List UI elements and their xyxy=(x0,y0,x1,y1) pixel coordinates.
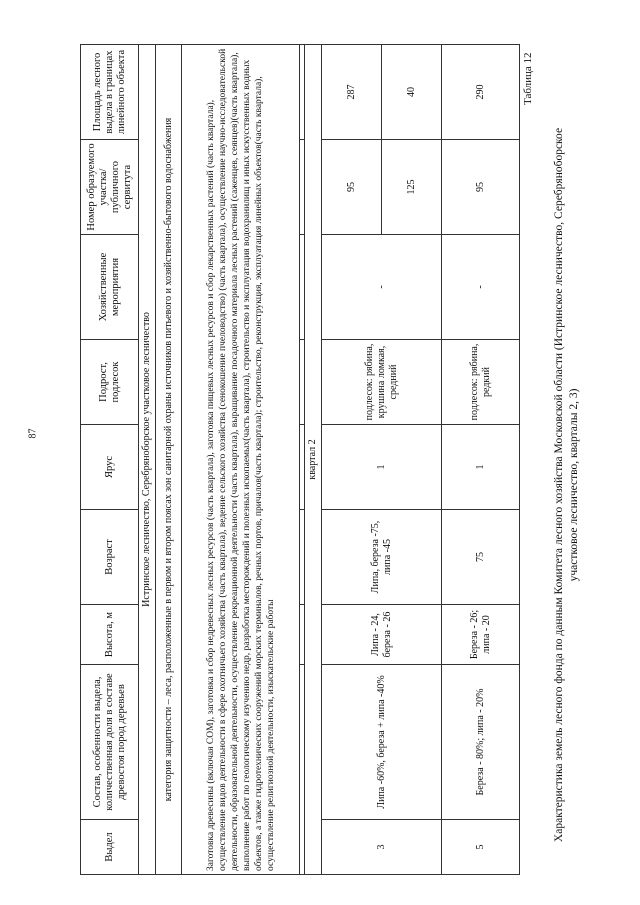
page-number: 87 xyxy=(27,428,39,439)
permitted-use-row xyxy=(182,45,300,875)
area-cell: 287 xyxy=(322,45,382,140)
header-height: Высота, м xyxy=(81,605,139,665)
table-label: Таблица 12 xyxy=(522,52,534,105)
kvartal-cell: квартал 2 xyxy=(305,45,322,875)
servitude-cell: 95 xyxy=(322,140,382,235)
undergrowth-cell: подлесок: рябина, крушина ломкая, средний xyxy=(322,340,442,425)
composition-cell: Береза - 80%; липа - 20% xyxy=(442,665,520,820)
header-composition: Состав, особенности выдела, количественная доля в составе древостоя пород деревьев xyxy=(81,665,139,820)
age-cell: Липа, береза -75, липа -45 xyxy=(322,510,442,605)
vydel-cell: 3 xyxy=(322,820,442,875)
tier-cell: 1 xyxy=(442,425,520,510)
servitude-cell: 95 xyxy=(442,140,520,235)
header-area: Площадь лесного выдела в границах линейного объекта xyxy=(81,45,139,140)
height-cell: Береза - 26; липа - 20 xyxy=(442,605,520,665)
header-age: Возраст xyxy=(81,510,139,605)
forestry-row xyxy=(139,45,156,875)
category-cell: категория защитности – леса, расположенные в первом и втором поясах зон санитарной охраны источников питьевого и хозяйственно-бытового водоснабжения xyxy=(156,45,182,875)
forest-data-table xyxy=(80,44,520,875)
header-undergrowth: Подрост, подлесок xyxy=(81,340,139,425)
composition-cell: Липа -60%, береза + липа -40% xyxy=(322,665,442,820)
table-row xyxy=(442,45,520,875)
vydel-cell: 5 xyxy=(442,820,520,875)
activities-cell: - xyxy=(442,235,520,340)
header-vydel: Выдел xyxy=(81,820,139,875)
undergrowth-cell: подлесок: рябина, редкий xyxy=(442,340,520,425)
permitted-use-cell: Заготовка древесины (включая СОМ), заготовка и сбор недревесных лесных ресурсов (часть квартала), заготовка пищевых лесных ресурсов и сбор лекарственных растений (часть квартала), осуществление видов деятельности в сфере охотничьего хозяйства (часть квартала), ведение сельского хозяйства (сенокошение пчеловодство) (часть квартала), осуществление научно-исследовательской деятельности, образовательной деятельности, осуществление рекреационной деятельности (часть квартала), выращивание посадочного материала лесных растений (саженцев, сеянцев)(часть квартала), выполнение работ по геологическому изучению недр, разработка месторождений и полезных ископаемых(часть квартала), строительство и эксплуатация водохранилищ и иных искусственных водных объектов, а также гидротехнических сооружений морских терминалов, речных портов, причалов(часть квартала); строительство, реконструкция, эксплуатация линейных объектов(часть квартала), осуществление религиозной деятельности, изыскательские работы xyxy=(182,45,300,875)
forestry-cell: Истринское лесничество, Серебряноборское участковое лесничество xyxy=(139,45,156,875)
height-cell: Липа - 24, береза - 26 xyxy=(322,605,442,665)
document-title xyxy=(552,95,582,875)
age-cell: 75 xyxy=(442,510,520,605)
kvartal-row xyxy=(305,45,322,875)
area-cell: 40 xyxy=(382,45,442,140)
header-servitude: Номер образуемого участка/ публичного сервитута xyxy=(81,140,139,235)
header-tier: Ярус xyxy=(81,425,139,510)
activities-cell: - xyxy=(322,235,442,340)
tier-cell: 1 xyxy=(322,425,442,510)
table-row xyxy=(322,45,382,875)
title-line-2: участковое лесничество, кварталы 2, 3) xyxy=(568,388,580,582)
title-line-1: Характеристика земель лесного фонда по данным Комитета лесного хозяйства Московской области (Истринское лесничество, Серебряноборское xyxy=(553,127,565,843)
header-row xyxy=(81,45,139,875)
area-cell: 290 xyxy=(442,45,520,140)
servitude-cell: 125 xyxy=(382,140,442,235)
category-row xyxy=(156,45,182,875)
header-activities: Хозяйственные мероприятия xyxy=(81,235,139,340)
